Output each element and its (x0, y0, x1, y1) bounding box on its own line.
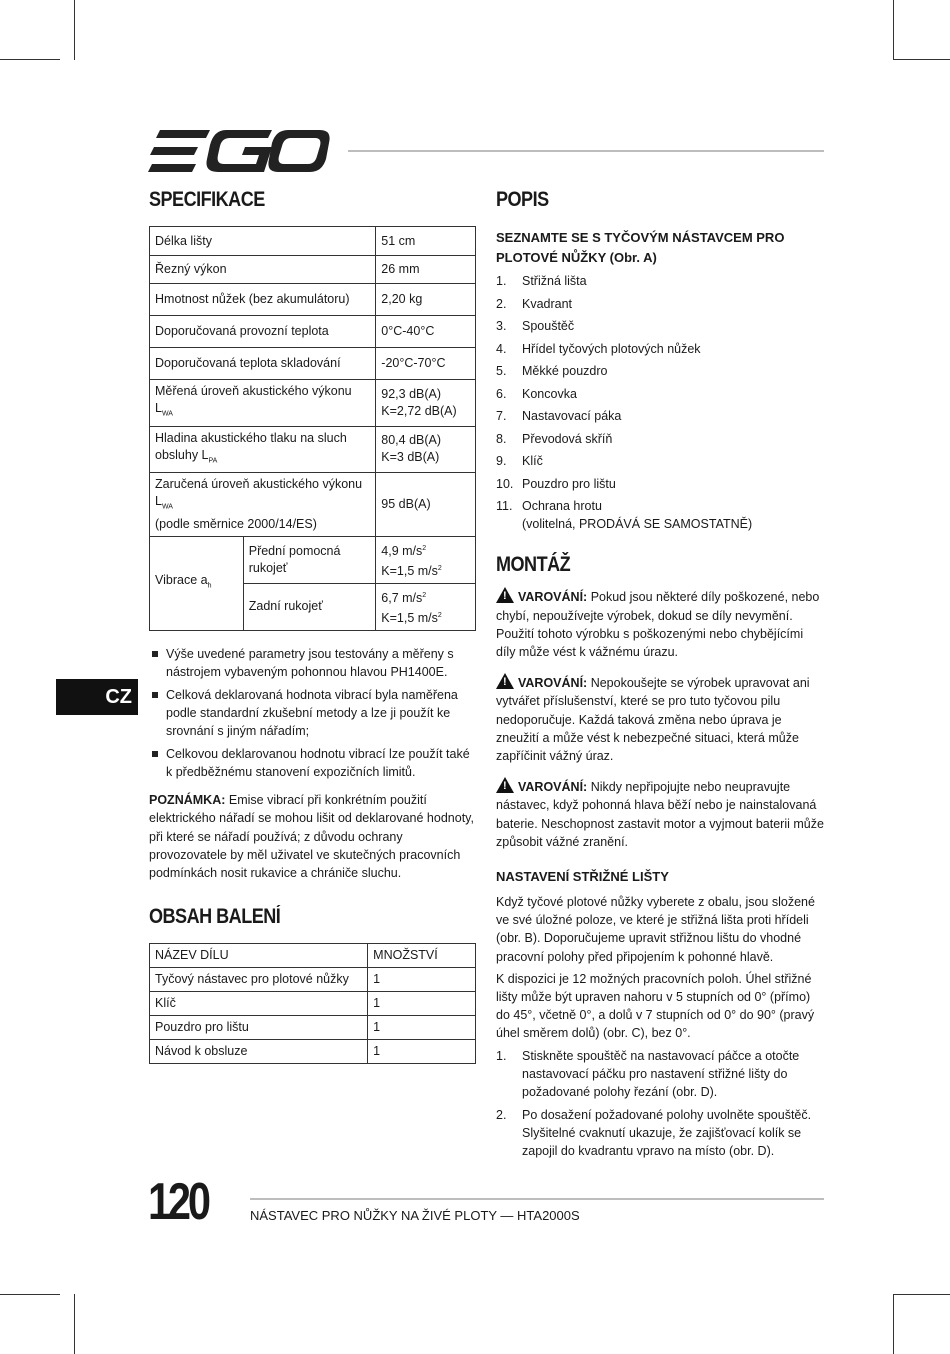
spec-value: 6,7 $m/s^2$ K=1,5 $m/s^2$ (376, 583, 476, 630)
spec-value: 80,4 dB(A) K=3 dB(A) (376, 426, 476, 473)
list-item: 10. Pouzdro pro lištu (496, 476, 616, 491)
spec-value: 51 cm (376, 227, 476, 256)
spec-label: Zaručená úroveň akustického výkonu $L_{WA}$ (podle směrnice 2000/14/ES) (150, 473, 376, 537)
list-item: 2. Kvadrant (496, 296, 573, 311)
crop-mark (893, 1294, 950, 1295)
crop-mark (893, 0, 894, 60)
part-name: Tyčový nástavec pro plotové nůžky (150, 968, 368, 992)
list-item: 2. Po dosažení požadované polohy uvolněte spouštěč. Slyšitelné cvaknutí ukazuje, že zajišťovací kolík se zapojil do kvadrantu vpravo na místo (obr. D). (496, 1107, 812, 1158)
spec-value: 95 dB(A) (376, 473, 476, 537)
spec-sublabel: Zadní rukojeť (243, 583, 376, 630)
parts-list (496, 272, 826, 533)
spec-title: SPECIFIKACE (149, 188, 265, 211)
spec-label: Délka lišty (150, 227, 376, 256)
list-item: 8. Převodová skříň (496, 431, 613, 446)
crop-mark (74, 1294, 75, 1354)
crop-mark (893, 1294, 894, 1354)
steps-list (496, 1047, 826, 1161)
list-item: 11. Ochrana hrotu (volitelná, PRODÁVÁ SE SAMOSTATNĚ) (496, 499, 753, 532)
part-name: Klíč (150, 992, 368, 1016)
spec-label: Vibrace $a_h$ (150, 536, 244, 631)
table-row (150, 992, 476, 1016)
table-row (150, 1016, 476, 1040)
spec-label: Řezný výkon (150, 256, 376, 284)
table-row (150, 968, 476, 992)
table-row (150, 473, 476, 537)
spec-value: 0°C-40°C (376, 316, 476, 348)
table-row (150, 380, 476, 427)
warning-icon (496, 777, 514, 793)
note-paragraph: POZNÁMKA: Emise vibrací při konkrétním použití elektrického nářadí se mohou lišit od deklarované hodnoty, při které se nářadí používá; z důvodu ochrany provozovatele by měl uživatel ve skutečných pracovních podmínkách nosit rukavice a chrániče sluchu. (149, 793, 474, 880)
crop-mark (0, 59, 60, 60)
left-column (149, 188, 477, 1064)
pack-table (149, 943, 476, 1064)
montaz-title: MONTÁŽ (496, 553, 571, 577)
warning-icon (496, 673, 514, 689)
spec-label: Doporučovaná provozní teplota (150, 316, 376, 348)
adjust-paragraph: K dispozici je 12 možných pracovních poloh. Úhel střižné lišty může být upraven nahoru v 5 stupních od 0° (přímo) do 45°, včetně 0°, a dolů v 7 stupních od 0° do 90° (pravý úhel směrem dolů) (obr. C), bez 0°. (496, 971, 815, 1041)
spec-value: 4,9 $m/s^2$ K=1,5 $m/s^2$ (376, 536, 476, 583)
part-name: Pouzdro pro lištu (150, 1016, 368, 1040)
popis-subheading: SEZNAMTE SE S TYČOVÝM NÁSTAVCEM PRO PLOTOVÉ NŮŽKY (Obr. A) (496, 230, 785, 265)
spec-value: -20°C-70°C (376, 348, 476, 380)
list-item: 1. Stiskněte spouštěč na nastavovací páčce a otočte nastavovací páčku pro nastavení střižné lišty do požadované polohy řezání (obr. D). (496, 1048, 800, 1100)
header-rule (348, 150, 824, 152)
list-item: Celková deklarovaná hodnota vibrací byla naměřena podle standardní zkušební metody a lze ji použít ke srovnání s jiným nářadím; (149, 686, 477, 740)
table-row (150, 227, 476, 256)
spec-label: Doporučovaná teplota skladování (150, 348, 376, 380)
ego-logo (148, 128, 332, 174)
spec-sublabel: Přední pomocná rukojeť (243, 536, 376, 583)
column-header: NÁZEV DÍLU (150, 944, 368, 968)
right-column (496, 188, 826, 1164)
table-header (150, 944, 476, 968)
spec-label: Měřená úroveň akustického výkonu $L_{WA}$ (150, 380, 376, 427)
warning-paragraph: !VAROVÁNÍ: Pokud jsou některé díly poškozené, nebo chybí, nepoužívejte výrobek, dokud se díly nevymění. Použití tohoto výrobku s poškozenými nebo chybějícími díly může vést k vážnému úrazu. (496, 587, 826, 661)
spec-value: 92,3 dB(A) K=2,72 dB(A) (376, 380, 476, 427)
table-row (150, 536, 476, 583)
spec-label: Hmotnost nůžek (bez akumulátoru) (150, 284, 376, 316)
crop-mark (893, 59, 950, 60)
list-item: 3. Spouštěč (496, 319, 575, 333)
part-qty: 1 (368, 1040, 476, 1064)
spec-value: 2,20 kg (376, 284, 476, 316)
spec-table (149, 226, 476, 631)
list-item: 5. Měkké pouzdro (496, 364, 608, 378)
footer-rule (250, 1198, 824, 1200)
list-item: Celkovou deklarovanou hodnotu vibrací lze použít také k předběžnému stanovení expozičních limitů. (149, 745, 477, 781)
adjust-subheading: NASTAVENÍ STŘIŽNÉ LIŠTY (496, 869, 669, 885)
spec-value: 26 mm (376, 256, 476, 284)
table-row (150, 1040, 476, 1064)
crop-mark (0, 1294, 60, 1295)
warning-paragraph: !VAROVÁNÍ: Nepokoušejte se výrobek upravovat ani vytvářet příslušenství, které se pro tuto tyčovou pilu nedoporučuje. Každá taková změna nebo úprava je zneužití a může vést k nebezpečné situaci, která může zapříčinit vážný úraz. (496, 673, 826, 765)
list-item: 6. Koncovka (496, 386, 577, 401)
part-name: Návod k obsluze (150, 1040, 368, 1064)
adjust-paragraph: Když tyčové plotové nůžky vyberete z obalu, jsou složené ve své úložné poloze, ve které je střižná lišta proti hřídeli (obr. B). Doporučujeme upravit střižnou lištu do vhodné pracovní polohy před připojením k pohonné hlavě. (496, 895, 815, 964)
table-row (150, 316, 476, 348)
list-item: 7. Nastavovací páka (496, 409, 622, 423)
warning-paragraph: !VAROVÁNÍ: Nikdy nepřipojujte nebo neupravujte nástavec, když pohonná hlava běží nebo je nainstalovaná baterie. Neschopnost zastavit motor a vyjmout baterii může způsobit vážné zranění. (496, 777, 826, 851)
footer-title: NÁSTAVEC PRO NŮŽKY NA ŽIVÉ PLOTY — HTA2000S (250, 1208, 580, 1223)
spec-label: Hladina akustického tlaku na sluch obsluhy $L_{PA}$ (150, 426, 376, 473)
spec-notes (149, 645, 477, 781)
list-item: Výše uvedené parametry jsou testovány a měřeny s nástrojem vybaveným pohonnou hlavou PH1400E. (149, 645, 477, 681)
language-tab: CZ (56, 679, 138, 715)
table-row (150, 426, 476, 473)
part-qty: 1 (368, 992, 476, 1016)
list-item: 4. Hřídel tyčových plotových nůžek (496, 341, 701, 356)
part-qty: 1 (368, 1016, 476, 1040)
page-number: 120 (148, 1173, 208, 1231)
column-header: MNOŽSTVÍ (368, 944, 476, 968)
warning-icon (496, 587, 514, 603)
popis-title: POPIS (496, 188, 549, 211)
table-row (150, 284, 476, 316)
list-item: 1. Střižná lišta (496, 274, 587, 288)
crop-mark (74, 0, 75, 60)
table-row (150, 348, 476, 380)
pack-title: OBSAH BALENÍ (149, 905, 281, 929)
part-qty: 1 (368, 968, 476, 992)
table-row (150, 256, 476, 284)
list-item: 9. Klíč (496, 454, 543, 468)
